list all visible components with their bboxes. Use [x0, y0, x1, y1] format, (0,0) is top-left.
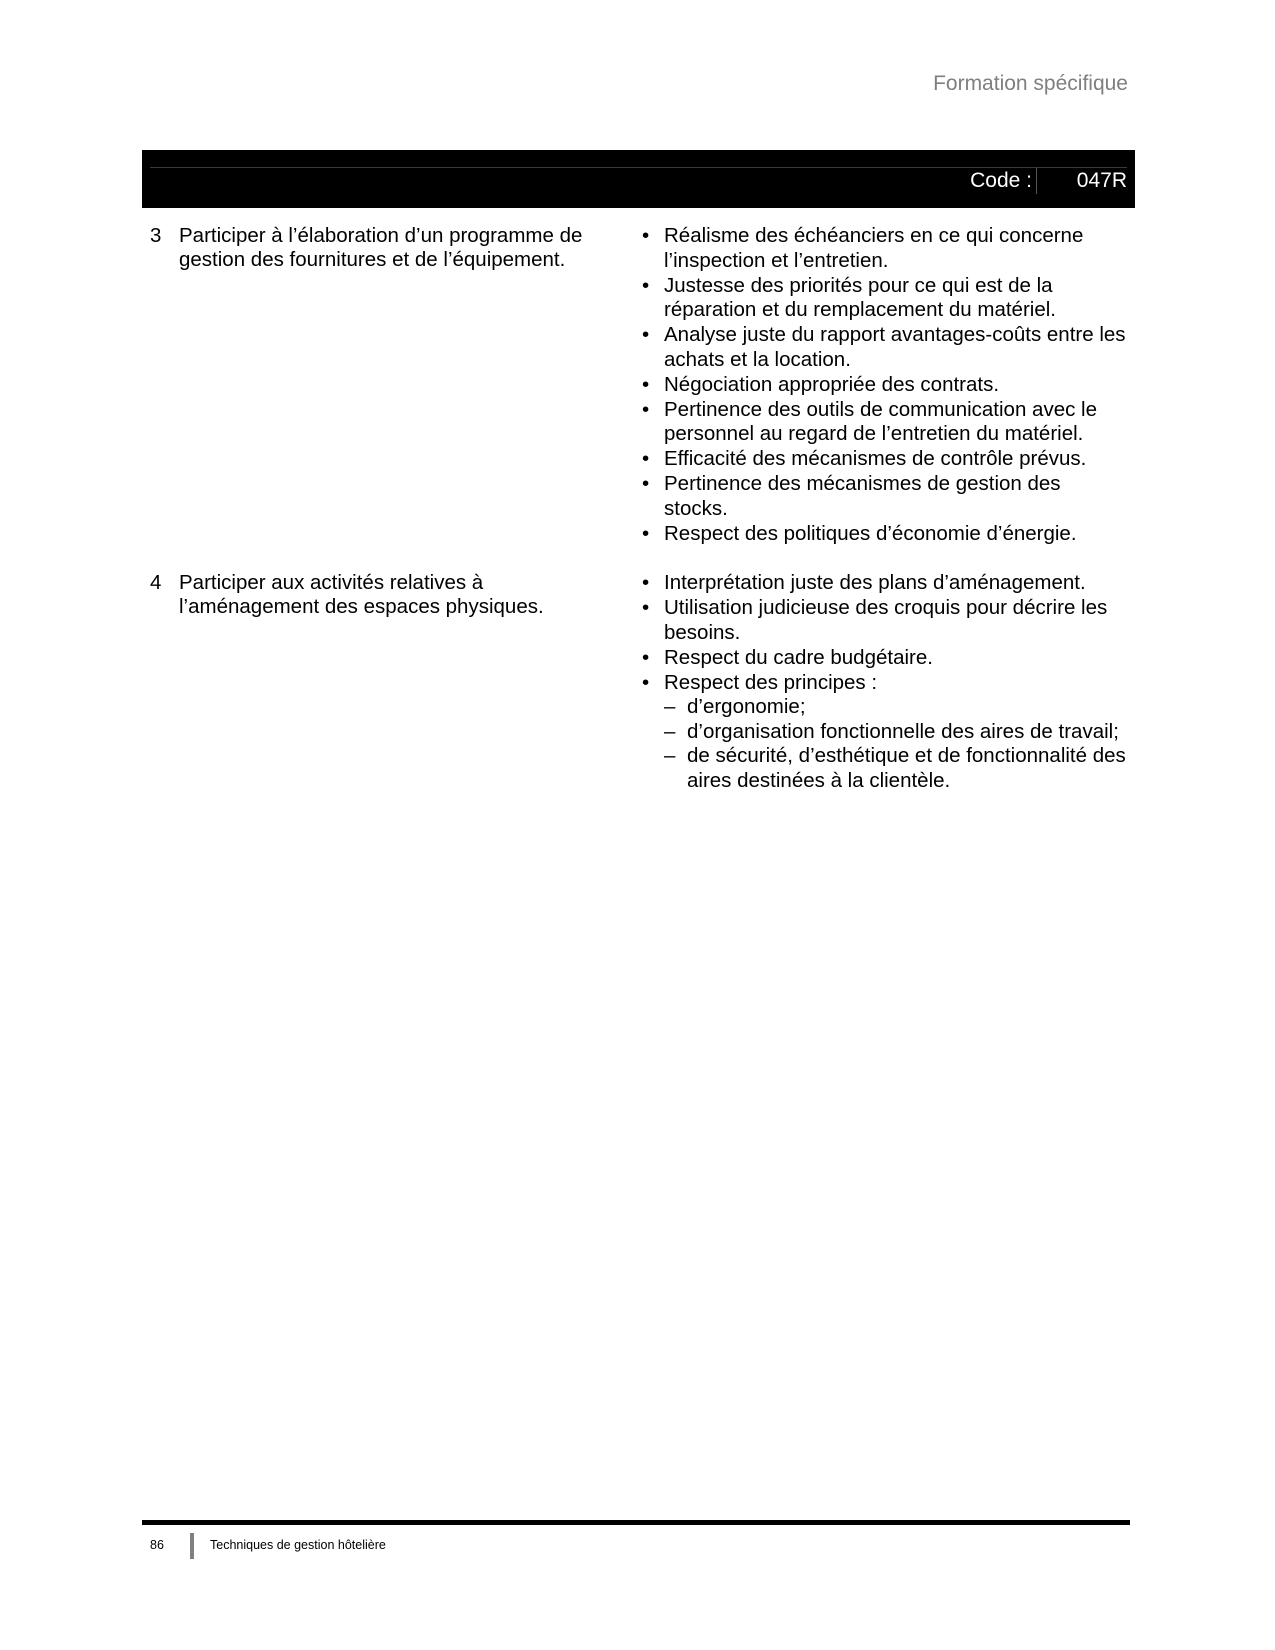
sub-criterion-text: d’organisation fonctionnelle des aires de travail;	[687, 719, 1119, 743]
element-text: Participer à l’élaboration d’un programme de gestion des fournitures et de l’équipement.	[179, 224, 583, 271]
code-value: 047R	[1076, 169, 1127, 192]
criterion-text: Pertinence des mécanismes de gestion des stocks.	[664, 472, 1061, 520]
dash-icon: –	[664, 744, 676, 767]
page-number: 86	[150, 1538, 164, 1552]
code-label: Code :	[970, 169, 1032, 192]
code-bar	[142, 150, 1135, 208]
code-separator	[1036, 168, 1037, 194]
criteria-column	[640, 571, 1130, 794]
criterion-item	[640, 398, 1130, 447]
criterion-text: Respect du cadre budgétaire.	[664, 645, 933, 669]
bullet-icon: •	[642, 670, 650, 694]
sub-criterion-item	[664, 744, 1130, 793]
criterion-text: Analyse juste du rapport avantages-coûts entre les achats et la location.	[664, 323, 1126, 371]
criterion-item	[640, 646, 1130, 671]
criterion-text: Interprétation juste des plans d’aménagement.	[664, 571, 1086, 594]
sub-criterion-item	[664, 695, 1130, 720]
bullet-icon: •	[642, 521, 650, 545]
element-text: Participer aux activités relatives à l’aménagement des espaces physiques.	[179, 571, 544, 618]
criterion-text: Réalisme des échéanciers en ce qui concerne l’inspection et l’entretien.	[664, 224, 1084, 272]
criterion-text: Utilisation judicieuse des croquis pour décrire les besoins.	[664, 596, 1108, 644]
footer-rule	[142, 1520, 1130, 1525]
sub-criterion-item	[664, 720, 1130, 745]
footer-document-title: Techniques de gestion hôtelière	[210, 1538, 386, 1552]
sub-criterion-text: d’ergonomie;	[687, 695, 806, 718]
footer-separator	[190, 1533, 194, 1559]
bullet-icon: •	[642, 645, 650, 669]
element-number: 3	[150, 224, 162, 247]
criterion-item	[640, 447, 1130, 472]
criterion-item	[640, 571, 1130, 596]
element-number: 4	[150, 571, 162, 594]
sub-criterion-text: de sécurité, d’esthétique et de fonctionnalité des aires destinées à la clientèle.	[687, 744, 1126, 792]
bullet-icon: •	[642, 273, 650, 297]
criterion-item	[640, 522, 1130, 547]
criteria-list	[640, 571, 1130, 793]
criterion-text: Respect des politiques d’économie d’énergie.	[664, 521, 1077, 545]
bullet-icon: •	[642, 397, 650, 421]
criterion-item	[640, 596, 1130, 645]
criterion-text: Justesse des priorités pour ce qui est de la réparation et du remplacement du matériel.	[664, 273, 1056, 321]
bullet-icon: •	[642, 447, 650, 470]
bullet-icon: •	[642, 472, 650, 495]
criterion-item	[640, 373, 1130, 398]
bullet-icon: •	[642, 323, 650, 346]
criterion-text: Respect des principes :	[664, 670, 878, 694]
criterion-text: Pertinence des outils de communication avec le personnel au regard de l’entretien du matériel.	[664, 397, 1098, 445]
criterion-item	[640, 323, 1130, 372]
criterion-text: Négociation appropriée des contrats.	[664, 372, 1000, 396]
criterion-item	[640, 224, 1130, 273]
criterion-item	[640, 472, 1130, 521]
dash-icon: –	[664, 695, 676, 718]
running-header-title: Formation spécifique	[933, 72, 1128, 95]
bullet-icon: •	[642, 224, 650, 247]
criterion-item	[640, 274, 1130, 323]
code-bar-rule	[150, 167, 1127, 168]
sub-criteria-list	[664, 695, 1130, 793]
criterion-text: Efficacité des mécanismes de contrôle prévus.	[664, 447, 1087, 470]
bullet-icon: •	[642, 596, 650, 619]
criterion-item	[640, 671, 1130, 794]
bullet-icon: •	[642, 372, 650, 396]
criteria-list	[640, 224, 1130, 546]
bullet-icon: •	[642, 571, 650, 594]
criteria-column	[640, 224, 1130, 547]
dash-icon: –	[664, 719, 676, 743]
